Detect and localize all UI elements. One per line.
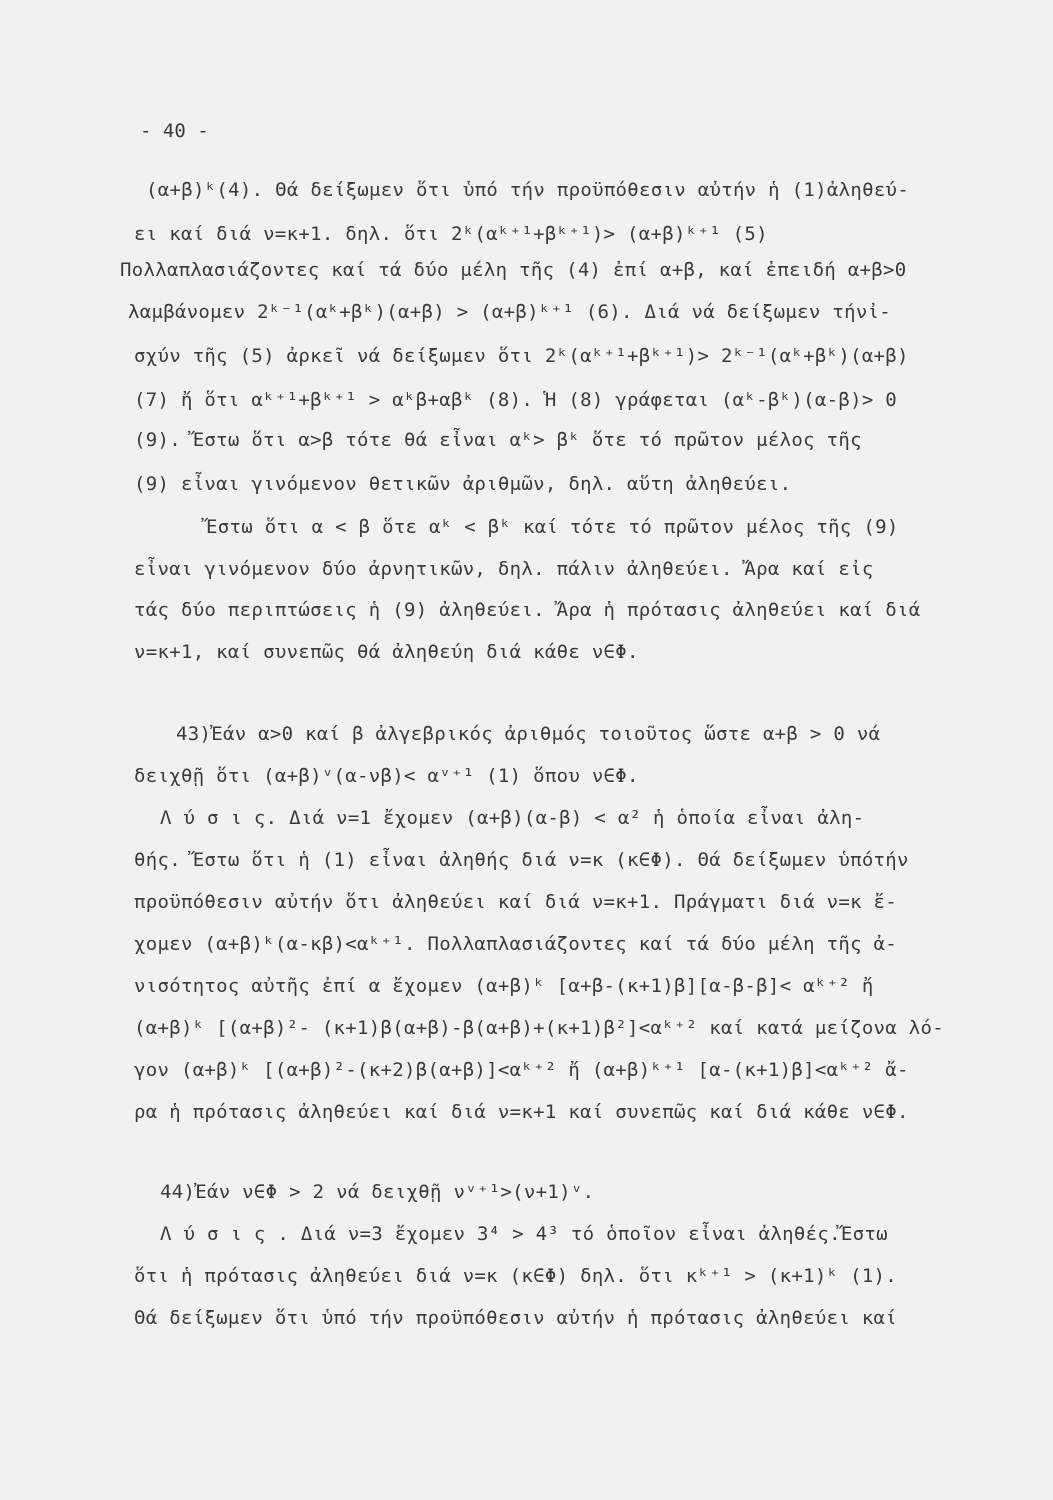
text-line: (9). Ἔστω ὅτι α>β τότε θά εἶναι αᵏ> βᵏ ὅτε τό πρῶτον μέλος τῆς (134, 429, 862, 451)
text-line: λαμβάνομεν 2ᵏ⁻¹(αᵏ+βᵏ)(α+β) > (α+β)ᵏ⁺¹ (6). Διά νά δείξωμεν τήνἰ- (128, 301, 892, 323)
page-number: - 40 - (140, 120, 209, 142)
text-line: 44)Ἐάν ν∈Φ > 2 νά δειχθῇ νᵛ⁺¹>(ν+1)ᵛ. (160, 1181, 595, 1203)
text-line: 43)Ἐάν α>0 καί β ἀλγεβρικός ἀριθμός τοιοῦτος ὥστε α+β > 0 νά (176, 723, 881, 745)
text-line: προϋπόθεσιν αὐτήν ὅτι ἀληθεύει καί διά ν=κ+1. Πράγματι διά ν=κ ἔ- (134, 891, 898, 913)
text-line: ν=κ+1, καί συνεπῶς θά ἀληθεύη διά κάθε ν∈Φ. (134, 641, 639, 663)
text-line: ρα ἡ πρότασις ἀληθεύει καί διά ν=κ+1 καί συνεπῶς καί διά κάθε ν∈Φ. (134, 1101, 909, 1123)
text-line: ει καί διά ν=κ+1. δηλ. ὅτι 2ᵏ(αᵏ⁺¹+βᵏ⁺¹)> (α+β)ᵏ⁺¹ (5) (134, 223, 768, 245)
text-line: ὅτι ἡ πρότασις ἀληθεύει διά ν=κ (κ∈Φ) δηλ. ὅτι κᵏ⁺¹ > (κ+1)ᵏ (1). (134, 1265, 898, 1287)
text-line: σχύν τῆς (5) ἀρκεῖ νά δείξωμεν ὅτι 2ᵏ(αᵏ⁺¹+βᵏ⁺¹)> 2ᵏ⁻¹(αᵏ+βᵏ)(α+β) (134, 345, 909, 367)
text-line: τάς δύο περιπτώσεις ἡ (9) ἀληθεύει. Ἄρα ἡ πρότασις ἀληθεύει καί διά (134, 599, 921, 621)
text-line: δειχθῇ ὅτι (α+β)ᵛ(α-νβ)< αᵛ⁺¹ (1) ὅπου ν∈Φ. (134, 765, 639, 787)
text-line: εἶναι γινόμενον δύο ἀρνητικῶν, δηλ. πάλιν ἀληθεύει. Ἄρα καί εἰς (134, 558, 874, 580)
text-line: θής. Ἔστω ὅτι ἡ (1) εἶναι ἀληθής διά ν=κ (κ∈Φ). Θά δείξωμεν ὑπότήν (134, 849, 909, 871)
text-line: (9) εἶναι γινόμενον θετικῶν ἀριθμῶν, δηλ. αὕτη ἀληθεύει. (134, 473, 792, 495)
text-line: γον (α+β)ᵏ [(α+β)²-(κ+2)β(α+β)]<αᵏ⁺² ἤ (α+β)ᵏ⁺¹ [α-(κ+1)β]<αᵏ⁺² ἄ- (134, 1059, 909, 1081)
text-line: (7) ἤ ὅτι αᵏ⁺¹+βᵏ⁺¹ > αᵏβ+αβᵏ (8). Ἡ (8) γράφεται (αᵏ-βᵏ)(α-β)> 0 (134, 389, 898, 411)
text-line: (α+β)ᵏ [(α+β)²- (κ+1)β(α+β)-β(α+β)+(κ+1)β²]<αᵏ⁺² καί κατά μείζονα λό- (134, 1017, 944, 1039)
text-line: Λ ύ σ ι ς . Διά ν=3 ἔχομεν 3⁴ > 4³ τό ὁποῖον εἶναι ἀληθές.Ἔστω (160, 1223, 888, 1245)
text-line: Θά δείξωμεν ὅτι ὑπό τήν προϋπόθεσιν αὐτήν ἡ πρότασις ἀληθεύει καί (134, 1307, 898, 1329)
text-line: Πολλαπλασιάζοντες καί τά δύο μέλη τῆς (4) ἐπί α+β, καί ἐπειδή α+β>0 (120, 259, 907, 281)
text-line: νισότητος αὐτῆς ἐπί α ἔχομεν (α+β)ᵏ [α+β-(κ+1)β][α-β-β]< αᵏ⁺² ἤ (134, 975, 874, 997)
text-line: Ἔστω ὅτι α < β ὅτε αᵏ < βᵏ καί τότε τό πρῶτον μέλος τῆς (9) (206, 516, 899, 538)
text-line: χομεν (α+β)ᵏ(α-κβ)<αᵏ⁺¹. Πολλαπλασιάζοντες καί τά δύο μέλη τῆς ἀ- (134, 933, 898, 955)
text-line: (α+β)ᵏ(4). Θά δείξωμεν ὅτι ὑπό τήν προϋπόθεσιν αὐτήν ἡ (1)ἀληθεύ- (146, 179, 910, 201)
text-line: Λ ύ σ ι ς. Διά ν=1 ἔχομεν (α+β)(α-β) < α² ἡ ὁποία εἶναι ἀλη- (160, 807, 865, 829)
